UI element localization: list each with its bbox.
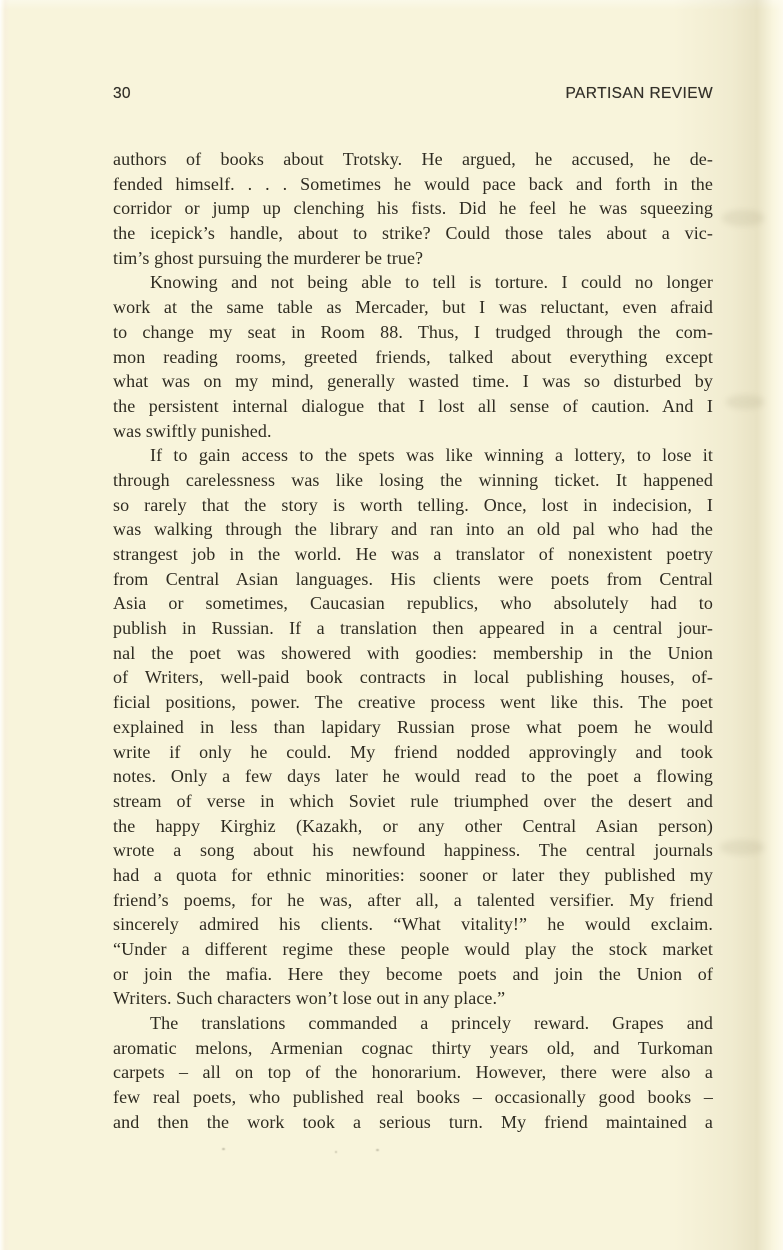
text-line: and then the work took a serious turn. My friend maintained a bbox=[113, 1111, 713, 1132]
text-line: Writers. Such characters won’t lose out in any place.” bbox=[113, 988, 506, 1009]
show-through-smudge bbox=[726, 395, 764, 409]
text-line: or join the mafia. Here they become poets and join the Union of bbox=[113, 963, 713, 984]
text-line: sincerely admired his clients. “What vitality!” he would exclaim. bbox=[113, 914, 713, 935]
scan-speck bbox=[335, 1151, 337, 1153]
text-line: was swiftly punished. bbox=[113, 420, 272, 441]
text-line: Knowing and not being able to tell is torture. I could no longer bbox=[150, 272, 713, 293]
text-line: was walking through the library and ran into an old pal who had the bbox=[113, 519, 713, 540]
text-line: to change my seat in Room 88. Thus, I trudged through the com- bbox=[113, 321, 713, 342]
text-line: write if only he could. My friend nodded approvingly and took bbox=[113, 741, 713, 762]
page-number: 30 bbox=[113, 85, 131, 102]
scan-speck bbox=[222, 1148, 225, 1150]
text-line: fended himself. . . . Sometimes he would pace back and forth in the bbox=[113, 173, 713, 194]
text-line: from Central Asian languages. His clients were poets from Central bbox=[113, 568, 713, 589]
text-line: the happy Kirghiz (Kazakh, or any other Central Asian person) bbox=[113, 815, 713, 836]
text-line: explained in less than lapidary Russian prose what poem he would bbox=[113, 716, 713, 737]
show-through-smudge bbox=[720, 840, 764, 855]
text-line: the persistent internal dialogue that I lost all sense of caution. And I bbox=[113, 395, 713, 416]
text-line: few real poets, who published real books – occasionally good books – bbox=[113, 1087, 713, 1108]
text-line: “Under a different regime these people would play the stock market bbox=[113, 939, 713, 959]
text-line: ficial positions, power. The creative process went like this. The poet bbox=[113, 692, 713, 713]
text-line: what was on my mind, generally wasted time. I was so disturbed by bbox=[113, 371, 713, 392]
show-through-smudge bbox=[722, 210, 764, 226]
scan-speck bbox=[376, 1149, 379, 1151]
text-line: aromatic melons, Armenian cognac thirty years old, and Turkoman bbox=[113, 1037, 713, 1058]
text-line: publish in Russian. If a translation then appeared in a central jour- bbox=[113, 618, 713, 639]
text-line: friend’s poems, for he was, after all, a talented versifier. My friend bbox=[113, 889, 713, 910]
text-line: carpets – all on top of the honorarium. However, there were also a bbox=[113, 1062, 713, 1083]
text-line: mon reading rooms, greeted friends, talked about everything except bbox=[113, 346, 713, 367]
text-line: If to gain access to the spets was like winning a lottery, to lose it bbox=[150, 445, 713, 466]
text-line: authors of books about Trotsky. He argued, he accused, he de- bbox=[113, 149, 713, 169]
text-line: stream of verse in which Soviet rule triumphed over the desert and bbox=[113, 790, 713, 811]
text-line: had a quota for ethnic minorities: sooner or later they published my bbox=[113, 864, 713, 885]
text-line: wrote a song about his newfound happiness. The central journals bbox=[113, 840, 713, 861]
text-line: through carelessness was like losing the winning ticket. It happened bbox=[113, 469, 713, 490]
text-line: so rarely that the story is worth telling. Once, lost in indecision, I bbox=[113, 494, 713, 515]
text-line: the icepick’s handle, about to strike? Could those tales about a vic- bbox=[113, 223, 713, 244]
running-head bbox=[113, 86, 713, 102]
text-line: Asia or sometimes, Caucasian republics, who absolutely had to bbox=[113, 593, 713, 614]
text-line: notes. Only a few days later he would read to the poet a flowing bbox=[113, 766, 713, 787]
text-line: of Writers, well-paid book contracts in local publishing houses, of- bbox=[113, 667, 713, 688]
text-line: nal the poet was showered with goodies: membership in the Union bbox=[113, 642, 713, 663]
text-line: tim’s ghost pursuing the murderer be true? bbox=[113, 247, 424, 268]
text-block bbox=[113, 147, 713, 1135]
text-line: corridor or jump up clenching his fists. Did he feel he was squeezing bbox=[113, 198, 713, 219]
text-line: The translations commanded a princely reward. Grapes and bbox=[150, 1013, 713, 1034]
text-line: work at the same table as Mercader, but I was reluctant, even afraid bbox=[113, 297, 713, 318]
text-line: strangest job in the world. He was a translator of nonexistent poetry bbox=[113, 544, 713, 564]
journal-title: PARTISAN REVIEW bbox=[565, 85, 713, 102]
